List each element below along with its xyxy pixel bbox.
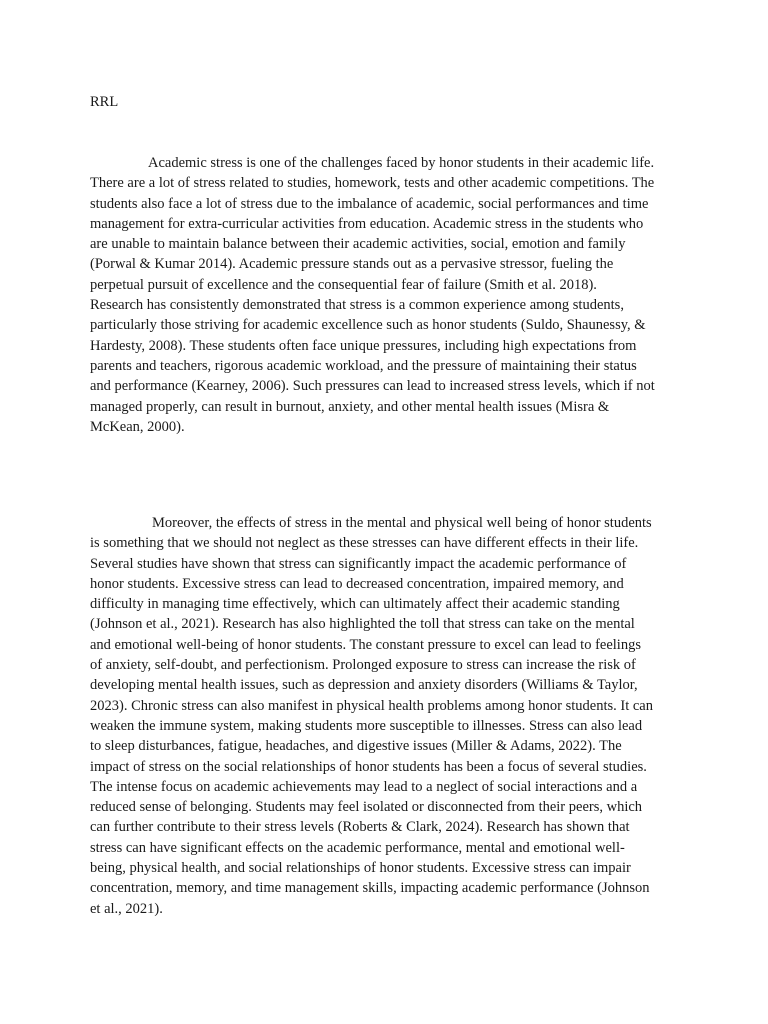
text-line: managed properly, can result in burnout, anxiety, and other mental health issues (Misra & (90, 398, 610, 415)
text-line: is something that we should not neglect as these stresses can have different effects in their life. (90, 535, 639, 552)
text-line: of anxiety, self-doubt, and perfectionism. Prolonged exposure to stress can increase the risk of (90, 657, 636, 674)
text-line: developing mental health issues, such as depression and anxiety disorders (Williams & Taylor, (90, 677, 638, 694)
text-line: Hardesty, 2008). These students often face unique pressures, including high expectations from (90, 337, 637, 354)
text-line: reduced sense of belonging. Students may feel isolated or disconnected from their peers, which (90, 799, 643, 816)
text-line: management for extra-curricular activities from education. Academic stress in the students who (90, 215, 644, 232)
text-line: Academic stress is one of the challenges faced by honor students in their academic life. (148, 155, 655, 171)
text-line: Moreover, the effects of stress in the mental and physical well being of honor students (152, 515, 652, 531)
text-line: concentration, memory, and time management skills, impacting academic performance (Johnson (90, 880, 650, 897)
text-line: perpetual pursuit of excellence and the consequential fear of failure (Smith et al. 2018). (90, 276, 597, 293)
paragraph-academic-stress (90, 153, 690, 437)
text-line: Research has consistently demonstrated that stress is a common experience among students, (90, 297, 624, 314)
text-line: difficulty in managing time effectively, which can ultimately affect their academic standing (90, 596, 620, 613)
text-line: McKean, 2000). (90, 418, 185, 435)
text-line: honor students. Excessive stress can lead to decreased concentration, impaired memory, and (90, 575, 624, 592)
text-line: to sleep disturbances, fatigue, headaches, and digestive issues (Miller & Adams, 2022). The (90, 738, 622, 755)
text-line: There are a lot of stress related to studies, homework, tests and other academic competitions. The (90, 175, 655, 192)
text-line: being, physical health, and social relationships of honor students. Excessive stress can impair (90, 860, 631, 877)
text-line: (Johnson et al., 2021). Research has also highlighted the toll that stress can take on the mental (90, 616, 635, 633)
text-line: et al., 2021). (90, 900, 163, 917)
text-line: and performance (Kearney, 2006). Such pressures can lead to increased stress levels, which if not (90, 378, 655, 395)
text-line: and emotional well-being of honor students. The constant pressure to excel can lead to feelings (90, 636, 641, 653)
text-line: Several studies have shown that stress can significantly impact the academic performance of (90, 555, 627, 572)
text-line: (Porwal & Kumar 2014). Academic pressure stands out as a pervasive stressor, fueling the (90, 256, 614, 273)
text-line: are unable to maintain balance between their academic activities, social, emotion and family (90, 236, 626, 253)
text-line: impact of stress on the social relationships of honor students has been a focus of several studies. (90, 758, 647, 775)
text-line: The intense focus on academic achievements may lead to a neglect of social interactions and a (90, 778, 638, 795)
text-line: stress can have significant effects on the academic performance, mental and emotional well- (90, 839, 625, 856)
text-line: particularly those striving for academic excellence such as honor students (Suldo, Shaunessy, & (90, 317, 646, 334)
text-line: students also face a lot of stress due to the imbalance of academic, social performances and time (90, 195, 649, 212)
document-heading: RRL (90, 94, 119, 110)
text-line: can further contribute to their stress levels (Roberts & Clark, 2024). Research has shown that (90, 819, 630, 836)
text-line: 2023). Chronic stress can also manifest in physical health problems among honor students. It can (90, 697, 653, 714)
paragraph-effects-of-stress (90, 513, 690, 919)
text-line: weaken the immune system, making students more susceptible to illnesses. Stress can also lead (90, 717, 643, 734)
text-line: parents and teachers, rigorous academic workload, and the pressure of maintaining their status (90, 357, 637, 374)
